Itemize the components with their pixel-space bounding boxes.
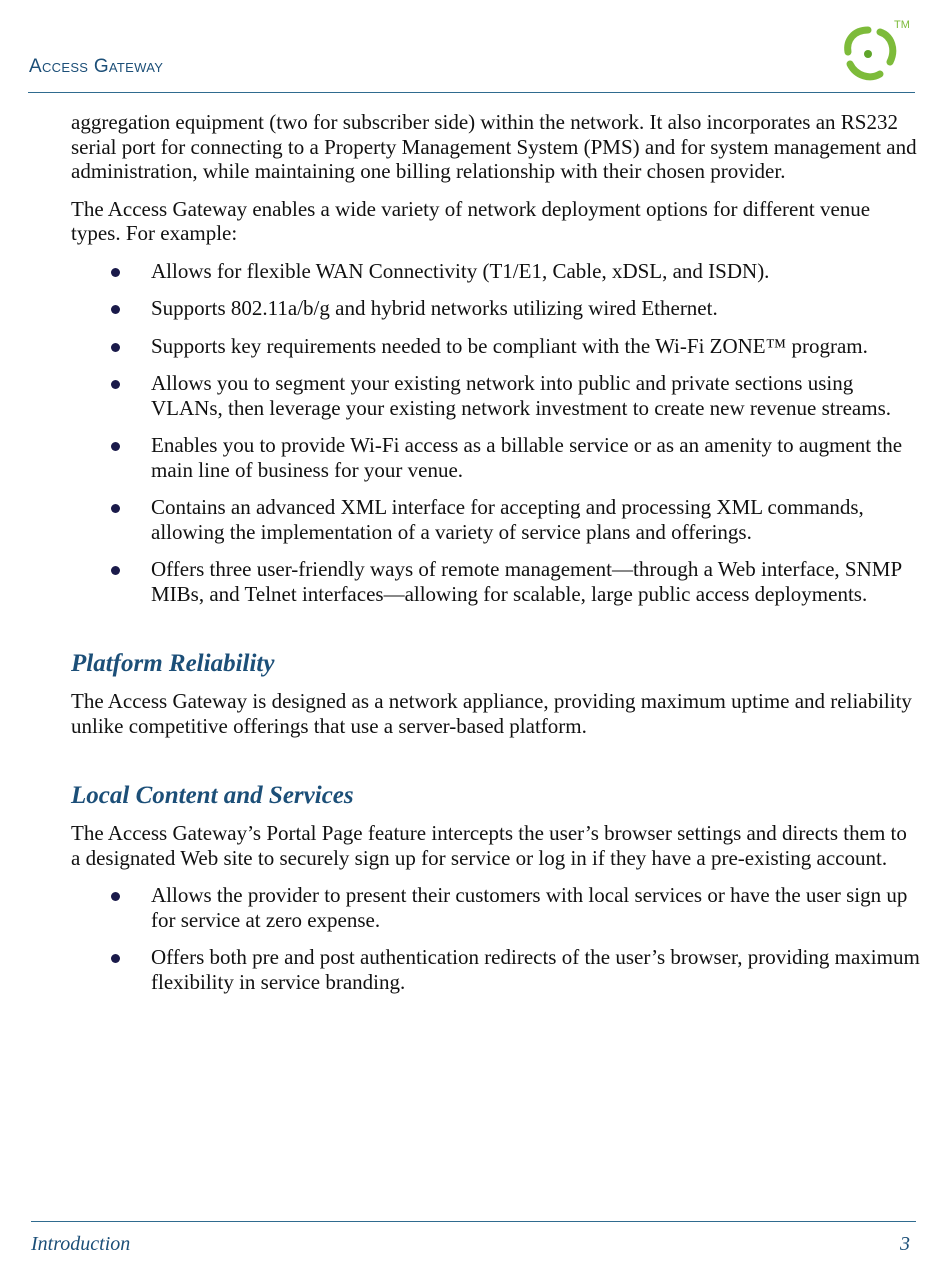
footer-divider	[31, 1221, 916, 1222]
list-item: Contains an advanced XML interface for accepting and processing XML commands, allowing the implementation of a variety of service plans and offerings.	[71, 495, 921, 544]
intro-paragraph: aggregation equipment (two for subscriber side) within the network. It also incorporates an RS232 serial port for connecting to a Property Management System (PMS) and for system management and administration, while maintaining one billing relationship with their chosen provider.	[71, 110, 917, 183]
section-heading-local-content: Local Content and Services	[71, 782, 354, 809]
list-item: Offers three user-friendly ways of remote management—through a Web interface, SNMP MIBs, and Telnet interfaces—allowing for scalable, large public access deployments.	[71, 557, 921, 606]
page-body	[71, 110, 921, 1007]
list-item: Allows for flexible WAN Connectivity (T1/E1, Cable, xDSL, and ISDN).	[71, 259, 921, 284]
bullet-icon	[111, 892, 120, 901]
page-header	[0, 0, 950, 95]
document-title: Access Gateway	[29, 56, 164, 77]
bullet-icon	[111, 566, 120, 575]
feature-list	[71, 259, 921, 607]
list-item: Allows the provider to present their customers with local services or have the user sign up for service at zero expense.	[71, 883, 921, 932]
section-heading-platform-reliability: Platform Reliability	[71, 650, 275, 677]
list-item: Allows you to segment your existing network into public and private sections using VLANs, then leverage your existing network investment to create new revenue streams.	[71, 371, 921, 420]
list-item: Offers both pre and post authentication redirects of the user’s browser, providing maximum flexibility in service branding.	[71, 945, 921, 994]
bullet-icon	[111, 268, 120, 277]
section-paragraph: The Access Gateway is designed as a network appliance, providing maximum uptime and reliability unlike competitive offerings that use a server-based platform.	[71, 689, 912, 738]
list-item: Enables you to provide Wi-Fi access as a billable service or as an amenity to augment the main line of business for your venue.	[71, 433, 921, 482]
bullet-icon	[111, 504, 120, 513]
bullet-icon	[111, 954, 120, 963]
trademark-mark: TM	[894, 19, 910, 31]
list-item: Supports key requirements needed to be compliant with the Wi-Fi ZONE™ program.	[71, 334, 921, 359]
bullet-icon	[111, 442, 120, 451]
list-item: Supports 802.11a/b/g and hybrid networks utilizing wired Ethernet.	[71, 296, 921, 321]
page-number: 3	[900, 1233, 910, 1255]
footer-section-name: Introduction	[31, 1233, 131, 1255]
section-paragraph: The Access Gateway’s Portal Page feature intercepts the user’s browser settings and directs them to a designated Web site to securely sign up for service or log in if they have a pre-existing account.	[71, 821, 907, 870]
local-services-list	[71, 883, 921, 994]
bullet-icon	[111, 343, 120, 352]
header-divider	[28, 92, 915, 93]
swirl-logo-icon	[832, 16, 912, 88]
bullet-icon	[111, 380, 120, 389]
intro-paragraph: The Access Gateway enables a wide variety of network deployment options for different venue types. For example:	[71, 196, 871, 245]
bullet-icon	[111, 305, 120, 314]
